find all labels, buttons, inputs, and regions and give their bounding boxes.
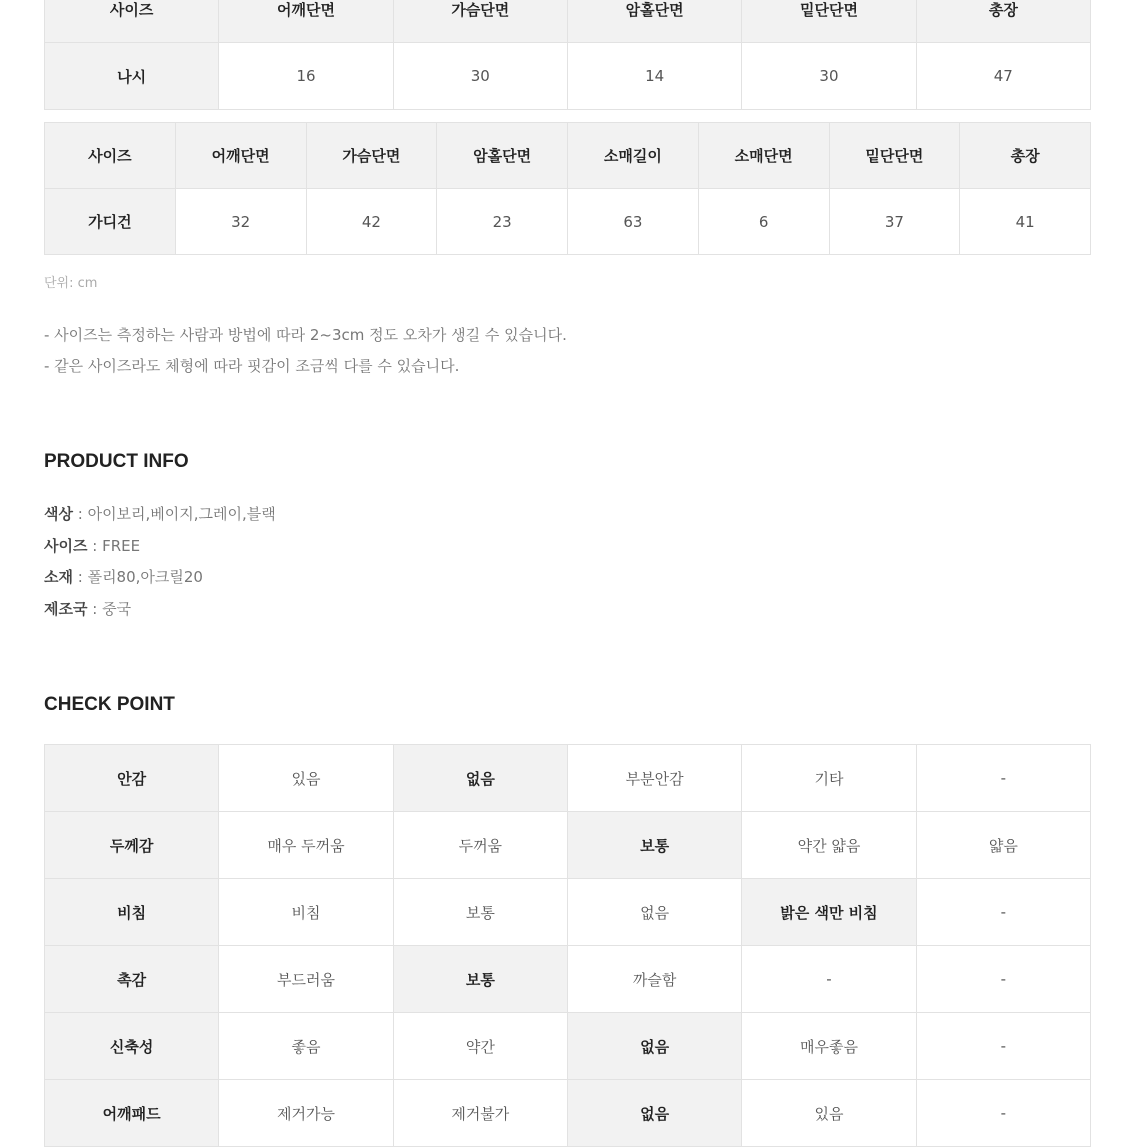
value-cell: 37 [829, 189, 960, 255]
header-cell: 총장 [916, 0, 1090, 43]
check-option: 매우좋음 [742, 1013, 916, 1080]
header-cell: 가슴단면 [306, 123, 437, 189]
info-label: 제조국 [44, 599, 88, 618]
size-table-header-row [45, 0, 1091, 43]
info-value: 아이보리,베이지,그레이,블랙 [87, 505, 276, 523]
check-row-label: 비침 [45, 879, 219, 946]
check-point-table [44, 744, 1091, 1147]
value-cell: 30 [393, 43, 567, 110]
check-option: 없음 [567, 879, 741, 946]
check-row-label: 안감 [45, 745, 219, 812]
check-row [45, 1080, 1091, 1147]
check-option: 부드러움 [219, 946, 393, 1013]
check-option: 밝은 색만 비침 [742, 879, 916, 946]
value-cell: 6 [698, 189, 829, 255]
header-cell: 사이즈 [45, 0, 219, 43]
header-cell: 밑단단면 [742, 0, 916, 43]
header-cell: 소매단면 [698, 123, 829, 189]
product-info-title: PRODUCT INFO [44, 451, 189, 472]
check-row-label: 어깨패드 [45, 1080, 219, 1147]
value-cell: 41 [960, 189, 1091, 255]
check-option: 있음 [219, 745, 393, 812]
value-cell: 32 [175, 189, 306, 255]
check-option: 두꺼움 [393, 812, 567, 879]
header-cell: 어깨단면 [175, 123, 306, 189]
check-option: 제거불가 [393, 1080, 567, 1147]
size-notes [44, 324, 567, 386]
check-option: 매우 두꺼움 [219, 812, 393, 879]
product-info-list [44, 503, 276, 629]
note-line: - 사이즈는 측정하는 사람과 방법에 따라 2~3cm 정도 오차가 생길 수 있습니다. [44, 326, 567, 344]
check-row-label: 신축성 [45, 1013, 219, 1080]
size-table-cardigan [44, 122, 1091, 255]
info-value: 폴리80,아크릴20 [87, 568, 203, 586]
check-row [45, 879, 1091, 946]
info-value: FREE [102, 536, 141, 555]
check-row-label: 촉감 [45, 946, 219, 1013]
check-option: 약간 [393, 1013, 567, 1080]
check-option: 보통 [567, 812, 741, 879]
header-cell: 사이즈 [45, 123, 176, 189]
check-option: 약간 얇음 [742, 812, 916, 879]
check-option: 없음 [567, 1080, 741, 1147]
size-table-nashi [44, 0, 1091, 110]
info-label: 사이즈 [44, 536, 88, 555]
info-row-size: 사이즈 : FREE [44, 536, 141, 555]
check-option: 없음 [393, 745, 567, 812]
check-row [45, 745, 1091, 812]
check-option: 좋음 [219, 1013, 393, 1080]
header-cell: 어깨단면 [219, 0, 393, 43]
value-cell: 63 [568, 189, 699, 255]
size-table-header-row [45, 123, 1091, 189]
info-row-material: 소재 : 폴리80,아크릴20 [44, 568, 203, 586]
header-cell: 소매길이 [568, 123, 699, 189]
check-option: - [742, 946, 916, 1013]
table-row [45, 43, 1091, 110]
check-option: 얇음 [916, 812, 1090, 879]
header-cell: 암홀단면 [437, 123, 568, 189]
value-cell: 23 [437, 189, 568, 255]
row-label: 가디건 [45, 189, 176, 255]
check-row [45, 1013, 1091, 1080]
check-option: - [916, 745, 1090, 812]
check-row [45, 946, 1091, 1013]
info-row-color: 색상 : 아이보리,베이지,그레이,블랙 [44, 505, 276, 523]
header-cell: 암홀단면 [567, 0, 741, 43]
check-point-title: CHECK POINT [44, 694, 175, 715]
check-option: 제거가능 [219, 1080, 393, 1147]
info-label: 소재 [44, 568, 73, 586]
check-option: 보통 [393, 879, 567, 946]
value-cell: 42 [306, 189, 437, 255]
check-option: - [916, 1013, 1090, 1080]
check-row [45, 812, 1091, 879]
value-cell: 14 [567, 43, 741, 110]
unit-note: 단위: cm [44, 276, 98, 291]
check-option: 비침 [219, 879, 393, 946]
row-label: 나시 [45, 43, 219, 110]
check-option: 없음 [567, 1013, 741, 1080]
check-option: - [916, 946, 1090, 1013]
note-line: - 같은 사이즈라도 체형에 따라 핏감이 조금씩 다를 수 있습니다. [44, 357, 460, 375]
value-cell: 47 [916, 43, 1090, 110]
info-row-origin: 제조국 : 중국 [44, 599, 132, 618]
header-cell: 밑단단면 [829, 123, 960, 189]
check-option: 까슬함 [567, 946, 741, 1013]
check-option: 보통 [393, 946, 567, 1013]
info-label: 색상 [44, 505, 73, 523]
check-option: - [916, 879, 1090, 946]
check-option: 있음 [742, 1080, 916, 1147]
check-row-label: 두께감 [45, 812, 219, 879]
check-option: - [916, 1080, 1090, 1147]
check-option: 부분안감 [567, 745, 741, 812]
value-cell: 30 [742, 43, 916, 110]
value-cell: 16 [219, 43, 393, 110]
header-cell: 가슴단면 [393, 0, 567, 43]
table-row [45, 189, 1091, 255]
check-option: 기타 [742, 745, 916, 812]
info-value: 중국 [102, 599, 132, 618]
header-cell: 총장 [960, 123, 1091, 189]
